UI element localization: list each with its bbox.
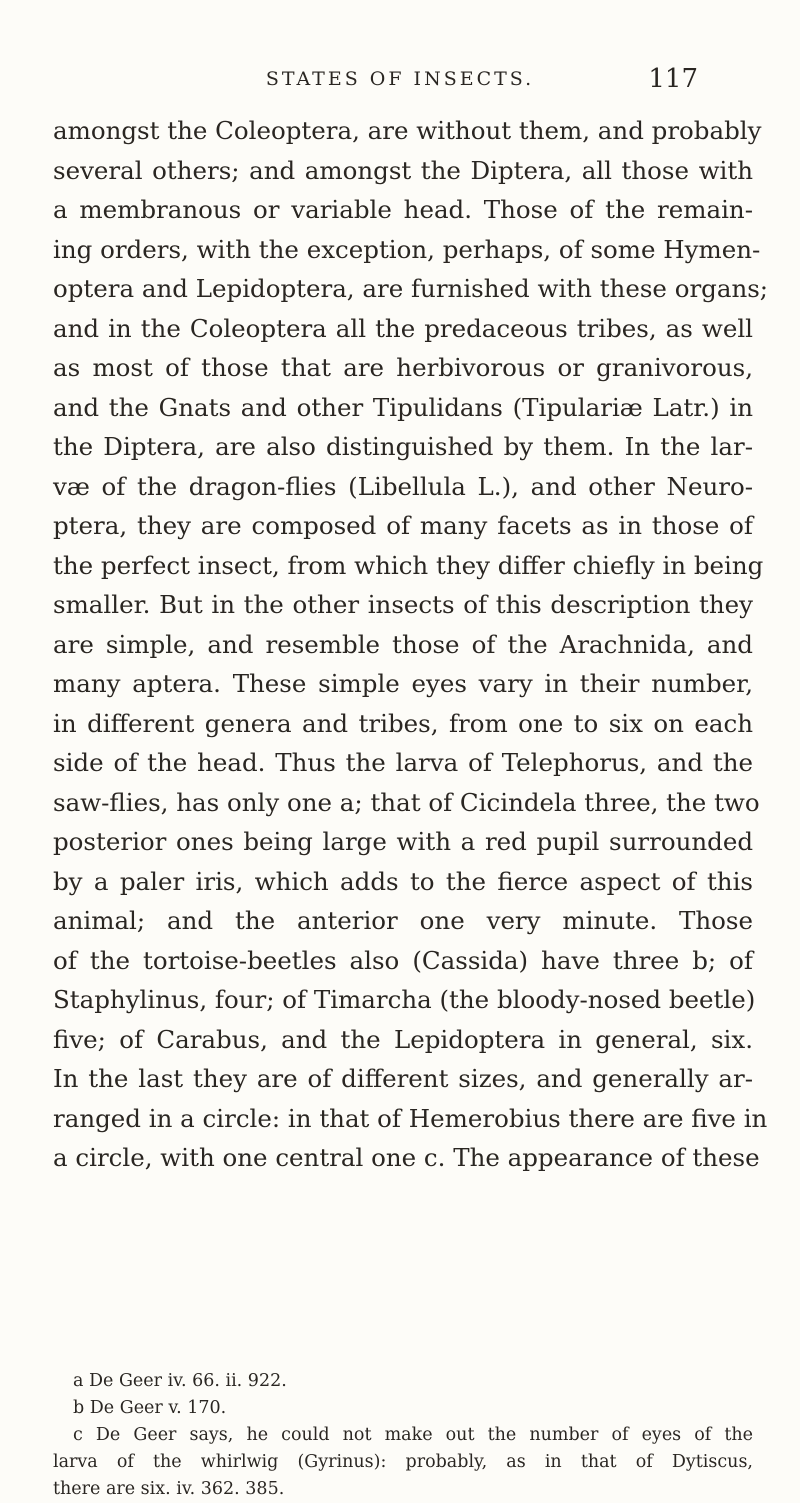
text-line: of the tortoise-beetles also (Cassida) have three b; of [53, 945, 753, 975]
footnote-c: c De Geer says, he could not make out the number of eyes of the [73, 1425, 753, 1445]
text-line: many aptera. These simple eyes vary in their number, [53, 669, 753, 698]
text-line: as most of those that are herbivorous or granivorous, [53, 353, 753, 382]
text-line: posterior ones being large with a red pupil surrounded [53, 827, 753, 856]
footnote-b: b De Geer v. 170. [73, 1398, 227, 1418]
text-line: ing orders, with the exception, perhaps, of some Hymen- [53, 234, 761, 264]
running-head [0, 62, 800, 102]
text-line: Staphylinus, four; of Timarcha (the bloody-nosed beetle) [53, 985, 756, 1014]
text-line: ranged in a circle: in that of Hemerobius there are five in [53, 1103, 768, 1133]
text-line: væ of the dragon-flies (Libellula L.), and other Neuro- [53, 471, 753, 501]
footnote-a: a De Geer iv. 66. ii. 922. [73, 1371, 287, 1391]
text-line: the Diptera, are also distinguished by them. In the lar- [53, 432, 753, 461]
text-line: in different genera and tribes, from one to six on each [53, 708, 753, 738]
text-line: and the Gnats and other Tipulidans (Tipulariæ Latr.) in [53, 392, 753, 422]
text-line: the perfect insect, from which they differ chiefly in being [53, 550, 764, 580]
footnote-c-continued: larva of the whirlwig (Gyrinus): probably, as in that of Dytiscus, [53, 1452, 753, 1472]
text-line: and in the Coleoptera all the predaceous tribes, as well [53, 313, 753, 343]
text-line: several others; and amongst the Diptera, all those with [53, 155, 753, 185]
body-text [53, 111, 769, 1178]
text-line: saw-flies, has only one a; that of Cicindela three, the two [53, 787, 760, 817]
text-line: are simple, and resemble those of the Arachnida, and [53, 629, 753, 659]
text-line: a membranous or variable head. Those of the remain- [53, 195, 753, 224]
text-line: optera and Lepidoptera, are furnished with these organs; [53, 274, 769, 303]
page-number: 117 [648, 64, 698, 94]
text-line: smaller. But in the other insects of this description they [53, 590, 753, 619]
text-line: In the last they are of different sizes, and generally ar- [53, 1064, 753, 1093]
text-line: side of the head. Thus the larva of Telephorus, and the [53, 748, 753, 777]
text-line: a circle, with one central one c. The appearance of these [53, 1143, 760, 1172]
footnote-c-continued: there are six. iv. 362. 385. [53, 1479, 285, 1499]
text-line: amongst the Coleoptera, are without them, and probably [53, 116, 762, 145]
text-line: animal; and the anterior one very minute. Those [53, 906, 753, 935]
text-line: by a paler iris, which adds to the fierce aspect of this [53, 866, 753, 896]
running-title: STATES OF INSECTS. [265, 68, 535, 90]
text-line: five; of Carabus, and the Lepidoptera in general, six. [53, 1024, 753, 1054]
footnotes [53, 1368, 753, 1503]
text-line: ptera, they are composed of many facets as in those of [53, 511, 753, 540]
